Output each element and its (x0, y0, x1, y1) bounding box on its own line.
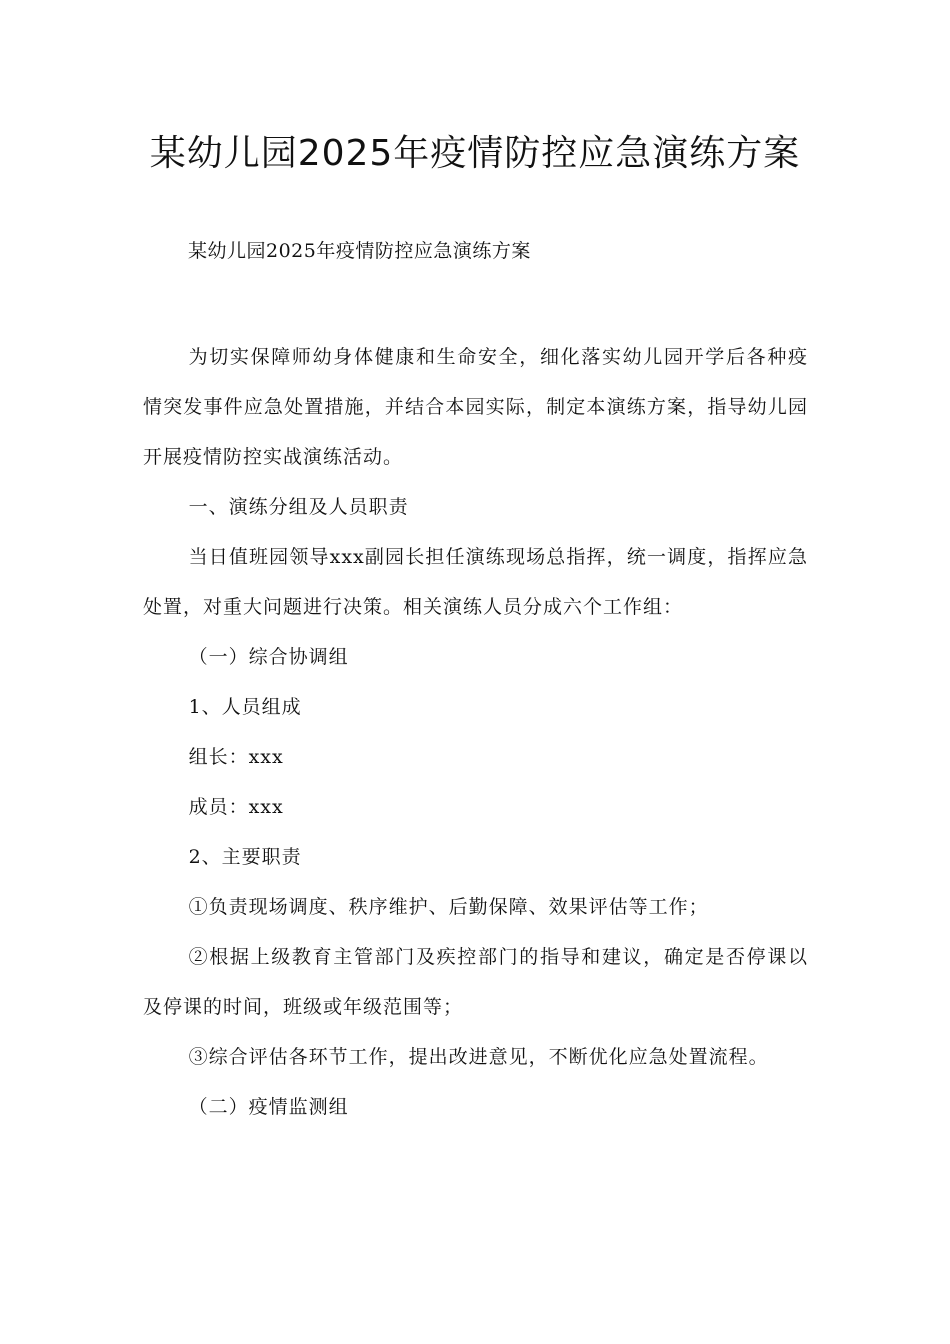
list-heading-members: 1、人员组成 (188, 696, 302, 718)
duty-item-3: ③综合评估各环节工作，提出改进意见，不断优化应急处置流程。 (188, 1046, 769, 1068)
paragraph-commander: 当日值班园领导xxx副园长担任演练现场总指挥，统一调度，指挥应急处置，对重大问题进行决策。相关演练人员分成六个工作组： (143, 546, 808, 618)
section-heading-1: 一、演练分组及人员职责 (188, 496, 409, 518)
document-title: 某幼儿园2025年疫情防控应急演练方案 (149, 133, 801, 174)
leader-line: 组长：xxx (188, 746, 284, 768)
duty-item-2: ②根据上级教育主管部门及疾控部门的指导和建议，确定是否停课以及停课的时间，班级或年级范围等； (143, 946, 808, 1018)
subsection-heading-1: （一）综合协调组 (188, 646, 349, 668)
members-line: 成员：xxx (188, 796, 284, 818)
subsection-heading-2: （二）疫情监测组 (188, 1096, 349, 1118)
duty-item-1: ①负责现场调度、秩序维护、后勤保障、效果评估等工作； (188, 896, 709, 918)
list-heading-duties: 2、主要职责 (188, 846, 302, 868)
document-subtitle: 某幼儿园2025年疫情防控应急演练方案 (188, 240, 531, 262)
document-body (143, 332, 808, 1132)
paragraph-intro: 为切实保障师幼身体健康和生命安全，细化落实幼儿园开学后各种疫情突发事件应急处置措施，并结合本园实际，制定本演练方案，指导幼儿园开展疫情防控实战演练活动。 (143, 346, 808, 468)
